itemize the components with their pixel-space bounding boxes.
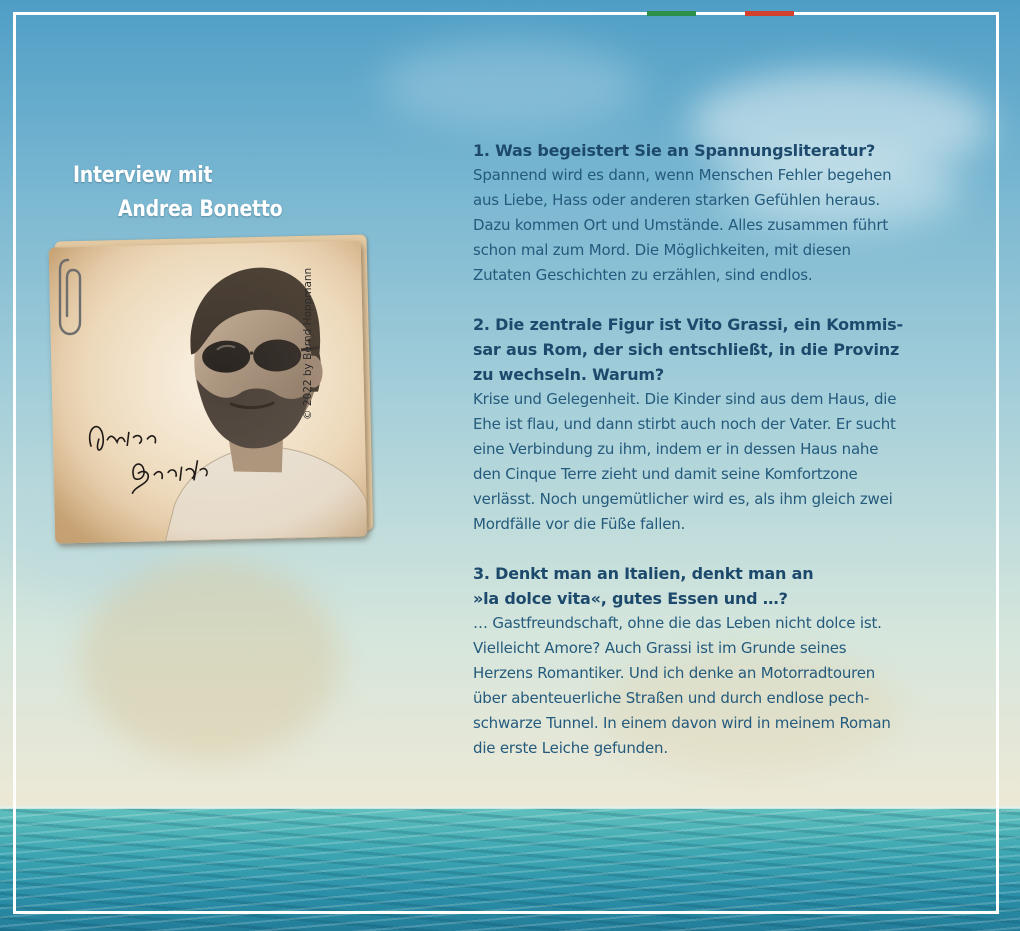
interview-question: 2. Die zentrale Figur ist Vito Grassi, ein Kommis- sar aus Rom, der sich entschließt, in die Provinz zu wechseln. Warum? [473,315,903,384]
interview-text [473,138,943,785]
interview-answer: … Gastfreundschaft, ohne die das Leben nicht dolce ist. Vielleicht Amore? Auch Grassi ist im Grunde seines Herzens Romantiker. Und ich denke an Motorradtouren über abenteuerliche Straßen und durch endlose pech- schwarze Tunnel. In einem davon wird in meinem Roman die erste Leiche gefunden. [473,614,891,757]
interview-answer: Krise und Gelegenheit. Die Kinder sind aus dem Haus, die Ehe ist flau, und dann stirbt auch noch der Vater. Er sucht eine Verbindung zu ihm, indem er in dessen Haus nahe den Cinque Terre zieht und damit seine Komfortzone verlässt. Noch ungemütlicher wird es, als ihm gleich zwei Mordfälle vor die Füße fallen. [473,390,897,533]
page-title-line-1: Interview mit [73,163,213,188]
interview-question: 1. Was begeistert Sie an Spannungsliteratur? [473,141,876,160]
paperclip-icon [56,256,86,338]
interview-qa-3 [473,561,943,761]
interview-question: 3. Denkt man an Italien, denkt man an »la dolce vita«, gutes Essen und …? [473,564,814,608]
italian-flag-green-stripe [647,11,696,16]
page-title-line-2: Andrea Bonetto [118,197,283,222]
author-portrait-photo [49,241,368,544]
author-photo-card [49,240,374,545]
interview-answer: Spannend wird es dann, wenn Menschen Fehler begehen aus Liebe, Hass oder anderen starken Gefühlen heraus. Dazu kommen Ort und Umstände. Alles zusammen führt schon mal zum Mord. Die Möglichkeiten, mit diesen Zutaten Geschichten zu erzählen, sind endlos. [473,166,892,284]
photo-credit: © 2022 by Bernd Hoppmann [302,267,314,420]
interview-qa-2 [473,312,943,537]
author-portrait-illustration [49,241,368,544]
italian-flag-red-stripe [745,11,794,16]
interview-qa-1 [473,138,943,288]
